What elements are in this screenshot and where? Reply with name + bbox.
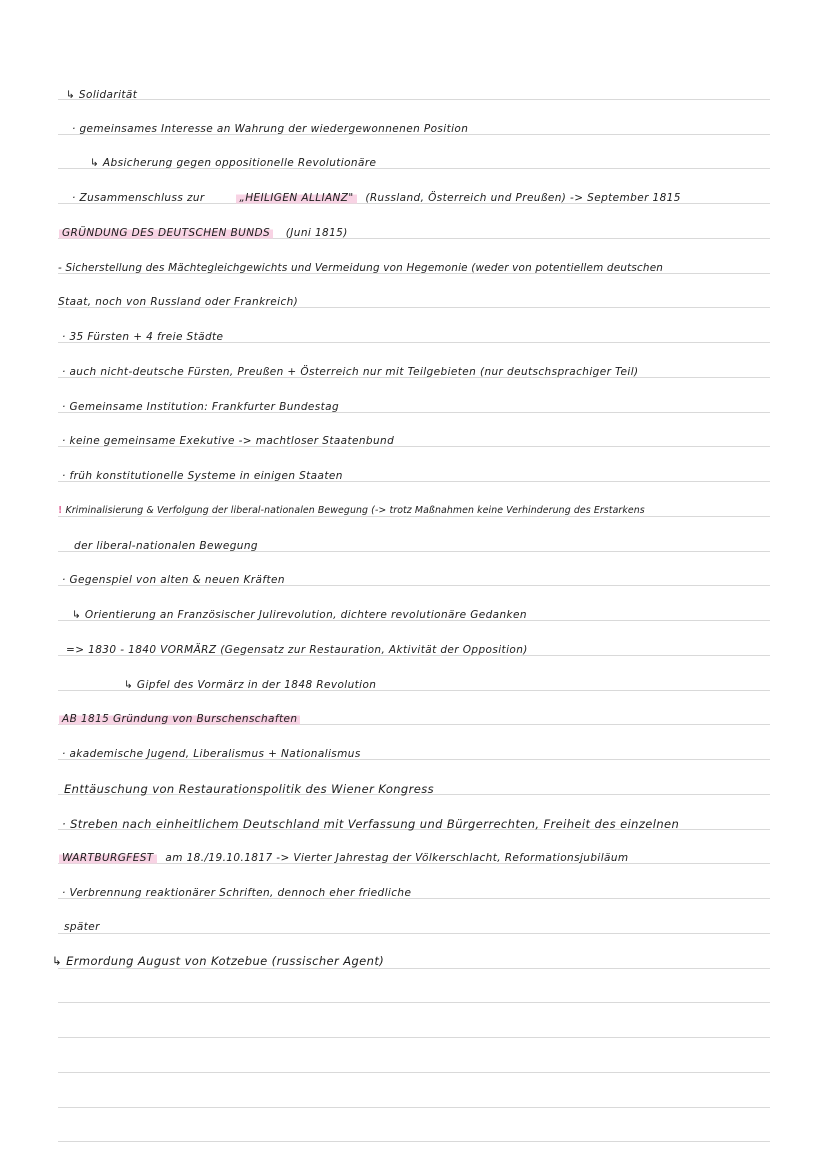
note-text: (Juni 1815) [285,227,348,239]
note-line: · Gemeinsame Institution: Frankfurter Bundestag [62,401,340,413]
note-line [72,191,681,205]
note-line: - Sicherstellung des Mächtegleichgewichts und Vermeidung von Hegemonie (weder von potentiellem deutschen [58,262,664,274]
deutscher-bund-highlight: GRÜNDUNG DES DEUTSCHEN BUNDS [59,227,273,239]
note-line: ↳ Absicherung gegen oppositionelle Revolutionäre [90,157,377,169]
heilige-allianz-highlight: „HEILIGEN ALLIANZ" [236,192,356,204]
note-line: · Streben nach einheitlichem Deutschland mit Verfassung und Bürgerrechten, Freiheit des einzelnen [62,817,680,831]
wartburgfest-highlight: WARTBURGFEST [59,852,157,864]
note-text: (Russland, Österreich und Preußen) -> September 1815 [365,192,681,204]
section-heading-burschenschaften [62,712,297,726]
ruled-line [58,968,770,969]
section-heading-deutscher-bund [62,226,348,240]
note-line: · auch nicht-deutsche Fürsten, Preußen + Österreich nur mit Teilgebieten (nur deutschsprachiger Teil) [62,366,639,378]
note-line: · akademische Jugend, Liberalismus + Nationalismus [62,748,361,760]
burschenschaften-highlight: AB 1815 Gründung von Burschenschaften [59,713,300,725]
section-heading-wartburgfest [62,851,629,865]
ruled-line [58,933,770,934]
note-line: Enttäuschung von Restaurationspolitik des Wiener Kongress [64,782,435,796]
note-line: ↳ Gipfel des Vormärz in der 1848 Revolution [124,679,377,691]
note-line: Staat, noch von Russland oder Frankreich) [58,296,299,308]
ruled-line [58,1072,770,1073]
note-line: ↳ Orientierung an Französischer Julirevolution, dichtere revolutionäre Gedanken [72,609,527,621]
note-line: · Gegenspiel von alten & neuen Kräften [62,574,285,586]
ruled-line [58,1107,770,1108]
ruled-line [58,1002,770,1003]
note-line: ↳ Ermordung August von Kotzebue (russischer Agent) [52,954,385,968]
note-line: der liberal-nationalen Bewegung [74,540,258,552]
note-line: · gemeinsames Interesse an Wahrung der wiedergewonnenen Position [72,123,469,135]
note-text: Kriminalisierung & Verfolgung der liberal-nationalen Bewegung (-> trotz Maßnahmen keine Verhinderung des Erstarkens [65,505,645,516]
note-line: später [64,921,100,933]
note-line: · früh konstitutionelle Systeme in einigen Staaten [62,470,343,482]
ruled-line [58,1037,770,1038]
note-line: · 35 Fürsten + 4 freie Städte [62,331,224,343]
note-line: ↳ Solidarität [66,89,138,101]
note-text: am 18./19.10.1817 -> Vierter Jahrestag der Völkerschlacht, Reformationsjubiläum [165,852,629,864]
note-line: => 1830 - 1840 VORMÄRZ (Gegensatz zur Restauration, Aktivität der Opposition) [66,644,528,656]
ruled-line [58,99,770,100]
note-line: · Verbrennung reaktionärer Schriften, dennoch eher friedliche [62,887,412,899]
note-text: · Zusammenschluss zur [72,192,205,204]
ruled-line [58,1141,770,1142]
note-line [58,504,645,518]
note-line: · keine gemeinsame Exekutive -> machtloser Staatenbund [62,435,395,447]
exclamation-mark: ! [58,505,63,516]
